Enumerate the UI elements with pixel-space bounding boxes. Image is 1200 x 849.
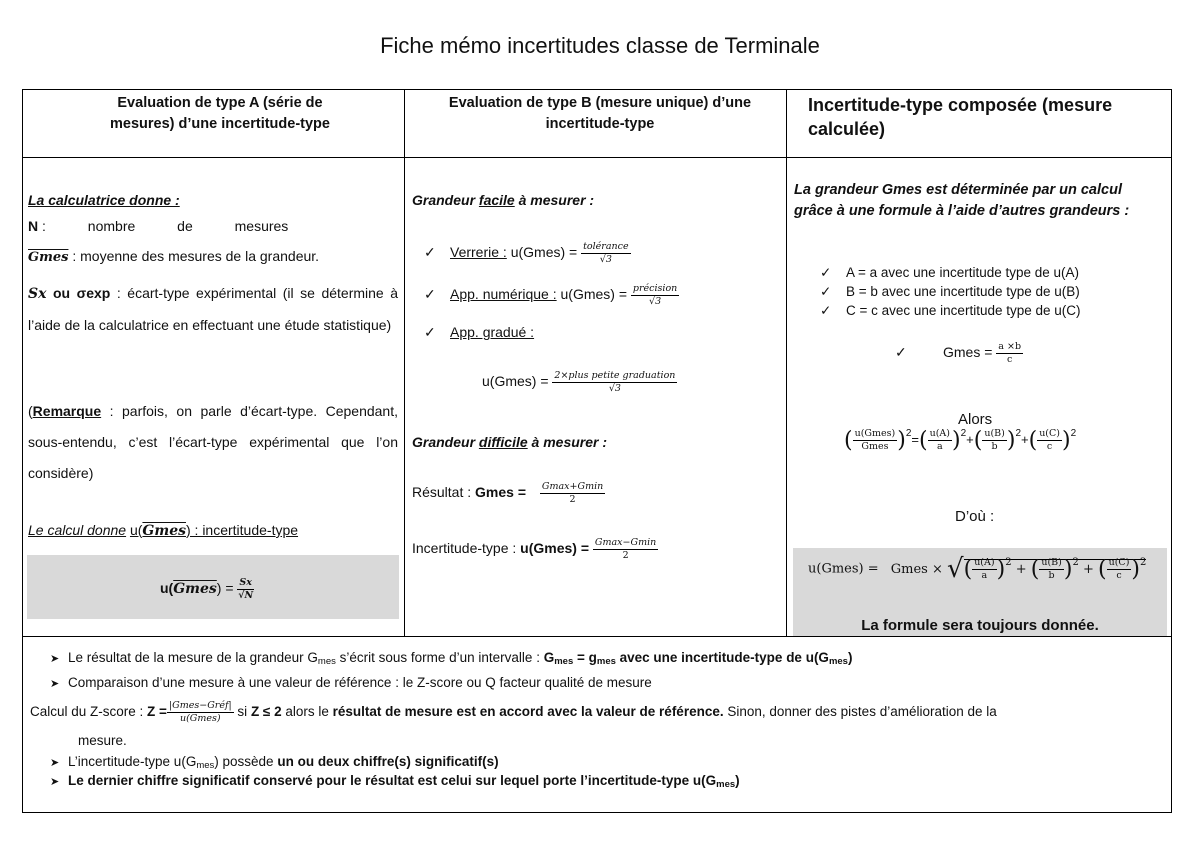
- gmes-line: [28, 244, 398, 270]
- bottom-line-4: [50, 771, 740, 795]
- list-item: [820, 263, 1081, 282]
- b2-text: Comparaison d’une mesure à une valeur de référence : le Z-score ou Q facteur qualité de mesure: [68, 675, 652, 690]
- fraction: [237, 577, 254, 602]
- paren: (: [963, 556, 973, 582]
- denominator: c: [1116, 569, 1122, 581]
- n-text: : nombre de mesures: [42, 218, 289, 234]
- measure-list: [820, 263, 1081, 320]
- fraction: [1039, 557, 1064, 582]
- denominator: √N: [238, 590, 254, 601]
- subscript: mes: [596, 656, 616, 667]
- check-icon: ✓: [424, 244, 436, 260]
- sqrt-body: [963, 556, 1147, 582]
- gmes-equals: Gmes =: [943, 344, 993, 360]
- u-gmes: u(Gmes) =: [510, 244, 578, 260]
- numerator: Sx: [239, 577, 252, 588]
- n-label: N: [28, 218, 39, 234]
- easy-word: facile: [478, 192, 515, 208]
- check-icon: ✓: [424, 286, 436, 302]
- paren: ): [897, 428, 906, 454]
- header-type-b: Evaluation de type B (mesure unique) d’une incertitude-type: [448, 95, 752, 132]
- verrerie-label: Verrerie :: [450, 244, 507, 260]
- square: 2: [1140, 556, 1147, 568]
- denominator: b: [1048, 569, 1055, 581]
- divider: [786, 89, 787, 637]
- fraction: [540, 481, 605, 506]
- gmes-equals: Gmes =: [475, 484, 527, 500]
- gmes-text: : moyenne des mesures de la grandeur.: [72, 248, 320, 264]
- fraction: [982, 428, 1007, 453]
- result-label: Résultat :: [412, 484, 476, 500]
- gmes-symbol: Gmes: [28, 250, 69, 265]
- denominator: 2: [622, 549, 629, 561]
- remark: (Remarque : parfois, on parle d’écart-type. Cependant, sous-entendu, c’est l’écart-type expérimental que l’on considère): [28, 403, 399, 481]
- check-icon: ✓: [424, 324, 436, 340]
- square: 2: [1072, 556, 1079, 568]
- alors-label: Alors: [958, 411, 993, 428]
- paren: (: [1028, 428, 1038, 454]
- z-alors: alors le: [281, 704, 333, 720]
- paren: ): [996, 556, 1006, 582]
- z-si: si: [233, 704, 251, 720]
- header-composed: Incertitude-type composée (mesure calculée): [808, 95, 1113, 139]
- page-title: Fiche mémo incertitudes classe de Terminale: [380, 33, 820, 58]
- z-sinon: Sinon, donner des pistes d’amélioration de la: [723, 704, 997, 720]
- denominator: 2: [569, 493, 576, 505]
- diff-prefix: Grandeur: [412, 434, 479, 450]
- numerator: Gmax−Gmin: [594, 536, 657, 548]
- u-prefix: u(: [160, 580, 174, 597]
- header-type-a: Evaluation de type A (série de mesures) d’une incertitude-type: [110, 95, 330, 132]
- subscript: mes: [554, 656, 574, 667]
- b4-text: Le dernier chiffre significatif conservé pour le résultat est celui sur lequel porte l’incertitude-type u(G: [68, 773, 717, 788]
- sqrt-icon: √: [947, 554, 964, 584]
- fraction: [167, 700, 234, 725]
- difficult-title: [412, 430, 607, 454]
- sigma-exp: σexp: [76, 285, 111, 301]
- b4-end: ): [735, 773, 740, 788]
- check-icon: ✓: [820, 303, 832, 318]
- paren: ): [1063, 556, 1073, 582]
- fraction: [972, 557, 996, 582]
- b1-bold: = g: [573, 650, 597, 665]
- plus: +: [1082, 561, 1094, 577]
- u-gmes: u(Gmes) =: [560, 286, 628, 302]
- arrow-bullet-icon: ➤: [50, 653, 60, 665]
- numerator: u(A): [974, 556, 995, 568]
- paren: ): [1062, 428, 1071, 454]
- denominator: a: [981, 569, 988, 581]
- numerator: u(Gmes): [854, 428, 896, 440]
- appgrad-label: App. gradué :: [450, 324, 535, 340]
- fraction: [1107, 557, 1132, 582]
- dou-label: D’où :: [955, 508, 995, 525]
- gmes-times: Gmes ×: [890, 561, 943, 577]
- paren: ): [1006, 428, 1016, 454]
- fraction: [631, 283, 679, 308]
- b3-mid: ) possède: [214, 754, 278, 769]
- formula-a: [160, 577, 254, 602]
- sx-text: : écart-type expérimental (il se détermine à l’aide de la calculatrice en effectuant une étude statistique): [28, 285, 399, 333]
- numerator: 2×plus petite graduation: [554, 369, 676, 381]
- list-item-text: A = a avec une incertitude type de u(A): [846, 265, 1080, 280]
- square: 2: [905, 428, 912, 439]
- check-icon: ✓: [820, 265, 832, 280]
- denominator: √3: [608, 382, 621, 394]
- fraction: [996, 341, 1023, 366]
- numerator: u(C): [1039, 428, 1060, 440]
- subscript: mes: [716, 779, 736, 790]
- plus: +: [966, 432, 974, 447]
- calc-result-label: Le calcul donne: [28, 522, 127, 538]
- sx-symbol: Sx: [28, 286, 47, 302]
- denominator: a: [936, 441, 943, 453]
- check-icon: ✓: [820, 284, 832, 299]
- bottom-line-2: [50, 673, 652, 694]
- gmes-symbol: Gmes: [142, 523, 186, 539]
- fraction: [1037, 428, 1062, 453]
- paren: (: [1098, 556, 1107, 582]
- numerator: u(C): [1108, 556, 1130, 568]
- denominator: Gmes: [861, 441, 889, 453]
- z-result: résultat de mesure est en accord avec la valeur de référence.: [332, 704, 724, 720]
- numerator: u(A): [929, 428, 950, 440]
- subscript: mes: [196, 760, 215, 771]
- arrow-bullet-icon: ➤: [50, 757, 60, 769]
- denominator: c: [1046, 441, 1053, 453]
- fraction: [552, 370, 677, 395]
- paren: ): [951, 428, 961, 454]
- zscore-line: [30, 700, 997, 725]
- b1-text: Le résultat de la mesure de la grandeur G: [68, 650, 318, 665]
- divider: [404, 89, 405, 637]
- appgrad-formula: [482, 369, 677, 395]
- inc-line: [412, 536, 658, 562]
- equals: =: [911, 432, 919, 447]
- paren: (: [844, 428, 853, 454]
- check-icon: ✓: [895, 344, 907, 360]
- easy-prefix: Grandeur: [412, 192, 479, 208]
- numerator: précision: [632, 282, 678, 294]
- denominator: u(Gmes): [179, 713, 221, 724]
- appnum-label: App. numérique :: [450, 286, 557, 302]
- subscript: mes: [828, 656, 848, 667]
- fraction: [928, 428, 952, 453]
- list-item: [820, 282, 1081, 301]
- remark-text: : parfois, on parle d’écart-type. Cependant, sous-entendu, c’est l’écart-type expérimental que l’on considère): [28, 403, 399, 481]
- final-formula: [808, 554, 1146, 584]
- fraction: [853, 428, 898, 453]
- denominator: b: [991, 441, 998, 453]
- numerator: Gmax+Gmin: [541, 480, 604, 492]
- arrow-bullet-icon: ➤: [50, 776, 60, 788]
- gmes-symbol: Gmes: [173, 581, 217, 598]
- incertitude-type-label: ) : incertitude-type: [185, 522, 299, 538]
- plus: +: [1021, 432, 1029, 447]
- u-prefix: u(: [129, 522, 143, 538]
- paren: ): [1131, 556, 1141, 582]
- fraction: [593, 537, 658, 562]
- paren: (: [1030, 556, 1040, 582]
- divider: [22, 157, 1172, 158]
- bottom-line-1: [50, 648, 852, 672]
- b1-bold: G: [543, 650, 555, 665]
- list-item: [820, 301, 1081, 320]
- diff-word: difficile: [478, 434, 528, 450]
- appgrad-line: [424, 320, 534, 344]
- paren: (: [918, 428, 928, 454]
- equals: ) =: [216, 580, 234, 597]
- divider: [22, 636, 1172, 637]
- sx-ou: ou: [53, 285, 71, 301]
- zscore-line-2: mesure.: [78, 733, 127, 748]
- calc-result-line: [28, 518, 298, 543]
- numerator: tolérance: [583, 240, 629, 252]
- u-gmes-equals: u(Gmes) =: [520, 540, 590, 556]
- z-condition: Z ≤ 2: [250, 704, 282, 720]
- fraction: [581, 241, 630, 266]
- b3-text: L’incertitude-type u(G: [68, 754, 197, 769]
- easy-suffix: à mesurer :: [514, 192, 595, 208]
- plus: +: [1015, 561, 1027, 577]
- verrerie-line: [424, 240, 631, 266]
- numerator: a ×b: [998, 340, 1022, 352]
- numerator: u(B): [984, 428, 1005, 440]
- numerator: |Gmes−Gréf|: [168, 700, 232, 711]
- denominator: √3: [599, 253, 612, 265]
- composed-intro: La grandeur Gmes est déterminée par un calcul grâce à une formule à l’aide d’autres grandeurs :: [794, 182, 1130, 219]
- formula-given: La formule sera toujours donnée.: [861, 617, 1099, 634]
- inc-label: Incertitude-type :: [412, 540, 521, 556]
- u-gmes-equals: u(Gmes) =: [808, 561, 879, 577]
- paren: (: [973, 428, 983, 454]
- remark-label: Remarque: [32, 403, 102, 419]
- denominator: √3: [649, 295, 662, 307]
- subscript: mes: [317, 656, 336, 667]
- square: 2: [960, 428, 967, 439]
- u-gmes: u(Gmes) =: [482, 373, 549, 389]
- z-pre: Calcul du Z-score :: [30, 704, 148, 720]
- b1-mid: s’écrit sous forme d’un intervalle :: [335, 650, 544, 665]
- gmes-product: [895, 340, 1023, 366]
- b1-end: ): [847, 650, 853, 665]
- relative-formula: [844, 428, 1076, 453]
- square: 2: [1005, 556, 1012, 568]
- sx-line: [28, 278, 398, 341]
- list-item-text: B = b avec une incertitude type de u(B): [846, 284, 1080, 299]
- diff-suffix: à mesurer :: [527, 434, 608, 450]
- arrow-bullet-icon: ➤: [50, 678, 60, 690]
- z-label: Z =: [147, 704, 167, 720]
- n-line: [28, 214, 398, 238]
- b3-bold: un ou deux chiffre(s) significatif(s): [277, 754, 499, 769]
- square: 2: [1070, 428, 1077, 439]
- result-line: [412, 480, 605, 506]
- appnum-line: [424, 282, 679, 308]
- calculator-title: La calculatrice donne :: [28, 192, 180, 208]
- denominator: c: [1007, 353, 1013, 365]
- b1-bold: avec une incertitude-type de u(G: [615, 650, 829, 665]
- square: 2: [1015, 428, 1021, 439]
- easy-title: [412, 188, 594, 212]
- list-item-text: C = c avec une incertitude type de u(C): [846, 303, 1081, 318]
- numerator: u(B): [1041, 556, 1062, 568]
